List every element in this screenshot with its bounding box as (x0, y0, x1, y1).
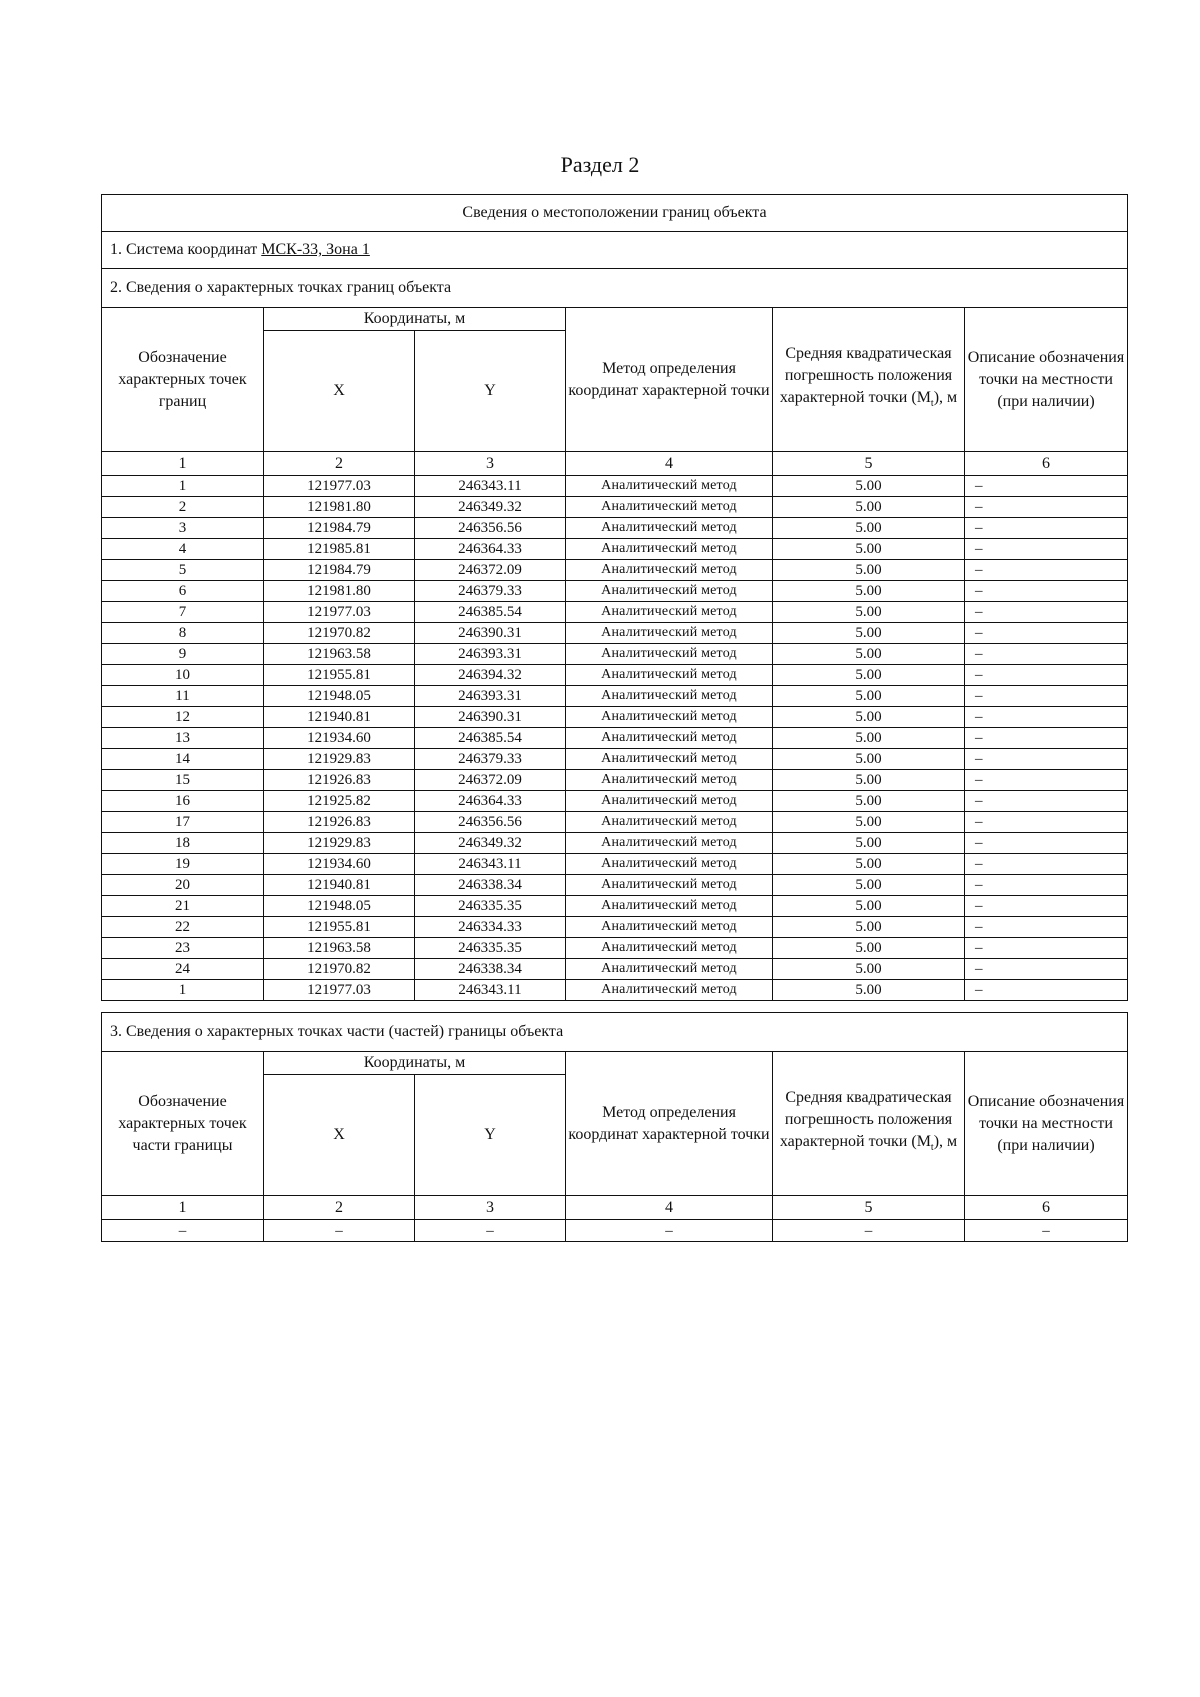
description-cell: – (965, 749, 1128, 770)
x-cell: 121970.82 (264, 623, 415, 644)
y-cell: 246356.56 (415, 518, 566, 539)
method-cell: Аналитический метод (566, 707, 773, 728)
header-error (773, 1052, 965, 1196)
method-cell: Аналитический метод (566, 644, 773, 665)
y-cell: 246379.33 (415, 749, 566, 770)
y-cell: 246390.31 (415, 623, 566, 644)
header-error-symbol: (M (911, 1133, 931, 1151)
column-number: 6 (965, 1196, 1128, 1220)
description-cell: – (965, 497, 1128, 518)
header-error-tail: ), м (933, 1133, 958, 1151)
column-number: 5 (773, 452, 965, 476)
header-coords: Координаты, м (264, 308, 566, 331)
y-cell: 246394.32 (415, 665, 566, 686)
description-cell: – (965, 812, 1128, 833)
table-row (102, 665, 1128, 686)
point-id-cell: 20 (102, 875, 264, 896)
description-cell: – (965, 623, 1128, 644)
description-cell: – (965, 581, 1128, 602)
method-cell: Аналитический метод (566, 791, 773, 812)
y-cell: 246372.09 (415, 560, 566, 581)
y-cell: 246338.34 (415, 875, 566, 896)
description-cell: – (965, 728, 1128, 749)
description-cell: – (965, 896, 1128, 917)
description-cell: – (965, 686, 1128, 707)
table-row (102, 896, 1128, 917)
error-cell: 5.00 (773, 644, 965, 665)
point-id-cell: 21 (102, 896, 264, 917)
table-row (102, 938, 1128, 959)
y-cell: 246385.54 (415, 728, 566, 749)
method-cell: Аналитический метод (566, 938, 773, 959)
error-cell: 5.00 (773, 791, 965, 812)
x-cell: 121955.81 (264, 665, 415, 686)
column-number: 1 (102, 452, 264, 476)
x-cell: 121984.79 (264, 560, 415, 581)
x-cell: 121925.82 (264, 791, 415, 812)
table-row (102, 749, 1128, 770)
point-id-cell: 3 (102, 518, 264, 539)
method-cell: Аналитический метод (566, 518, 773, 539)
table-row (102, 581, 1128, 602)
description-cell: – (965, 476, 1128, 497)
error-cell: 5.00 (773, 581, 965, 602)
part-row (102, 1220, 1128, 1242)
y-cell: 246343.11 (415, 476, 566, 497)
y-cell: 246364.33 (415, 791, 566, 812)
table-caption: Сведения о местоположении границ объекта (102, 195, 1128, 232)
table-row (102, 560, 1128, 581)
coord-system-row (102, 232, 1128, 269)
x-cell: 121981.80 (264, 497, 415, 518)
x-cell: 121977.03 (264, 602, 415, 623)
table-row (102, 623, 1128, 644)
column-number: 2 (264, 1196, 415, 1220)
point-id-cell: 19 (102, 854, 264, 875)
description-cell: – (965, 560, 1128, 581)
point-id-cell: 13 (102, 728, 264, 749)
error-cell: 5.00 (773, 959, 965, 980)
column-number: 4 (566, 452, 773, 476)
point-id-cell: 5 (102, 560, 264, 581)
x-cell: 121981.80 (264, 581, 415, 602)
y-cell: 246364.33 (415, 539, 566, 560)
header-y: Y (415, 331, 566, 452)
y-cell: 246343.11 (415, 980, 566, 1001)
error-cell: 5.00 (773, 896, 965, 917)
header-error-symbol: (M (911, 389, 931, 407)
header-error-tail: ), м (933, 389, 958, 407)
method-cell: Аналитический метод (566, 959, 773, 980)
point-id-cell: 9 (102, 644, 264, 665)
parts-heading: 3. Сведения о характерных точках части (частей) границы объекта (102, 1013, 1128, 1052)
point-id-cell: 15 (102, 770, 264, 791)
header-method: Метод определения координат характерной точки (566, 308, 773, 452)
header-point-id: Обозначение характерных точек границ (102, 308, 264, 452)
method-cell: Аналитический метод (566, 476, 773, 497)
x-cell: 121984.79 (264, 518, 415, 539)
point-id-cell: 17 (102, 812, 264, 833)
point-id-cell: 1 (102, 980, 264, 1001)
description-cell: – (965, 644, 1128, 665)
x-cell: 121926.83 (264, 770, 415, 791)
point-id-cell: 8 (102, 623, 264, 644)
y-cell: 246334.33 (415, 917, 566, 938)
method-cell: Аналитический метод (566, 833, 773, 854)
x-cell: 121985.81 (264, 539, 415, 560)
table-row (102, 476, 1128, 497)
coord-system-value: МСК-33, Зона 1 (261, 241, 370, 258)
error-cell: 5.00 (773, 560, 965, 581)
method-cell: Аналитический метод (566, 896, 773, 917)
description-cell: – (965, 707, 1128, 728)
method-cell: Аналитический метод (566, 875, 773, 896)
x-cell: 121926.83 (264, 812, 415, 833)
point-id-cell: 1 (102, 476, 264, 497)
part-cell: – (773, 1220, 965, 1242)
table-row (102, 833, 1128, 854)
error-cell: 5.00 (773, 938, 965, 959)
y-cell: 246385.54 (415, 602, 566, 623)
error-cell: 5.00 (773, 476, 965, 497)
point-id-cell: 11 (102, 686, 264, 707)
header-coords: Координаты, м (264, 1052, 566, 1075)
method-cell: Аналитический метод (566, 665, 773, 686)
table-row (102, 602, 1128, 623)
y-cell: 246372.09 (415, 770, 566, 791)
y-cell: 246393.31 (415, 644, 566, 665)
part-cell: – (566, 1220, 773, 1242)
error-cell: 5.00 (773, 812, 965, 833)
coord-system-label: 1. Система координат (110, 241, 262, 258)
description-cell: – (965, 854, 1128, 875)
description-cell: – (965, 791, 1128, 812)
header-description: Описание обозначения точки на местности (при наличии) (965, 1052, 1128, 1196)
table-row (102, 980, 1128, 1001)
table-row (102, 686, 1128, 707)
header-error (773, 308, 965, 452)
header-error-text: Средняя квадратическая погрешность положения характерной точки (779, 1089, 953, 1151)
y-cell: 246335.35 (415, 896, 566, 917)
method-cell: Аналитический метод (566, 539, 773, 560)
error-cell: 5.00 (773, 623, 965, 644)
object-part-table (101, 1012, 1128, 1242)
method-cell: Аналитический метод (566, 497, 773, 518)
y-cell: 246356.56 (415, 812, 566, 833)
table-row (102, 497, 1128, 518)
error-cell: 5.00 (773, 980, 965, 1001)
table-row (102, 875, 1128, 896)
point-id-cell: 22 (102, 917, 264, 938)
table-row (102, 791, 1128, 812)
table-row (102, 539, 1128, 560)
part-cell: – (415, 1220, 566, 1242)
method-cell: Аналитический метод (566, 812, 773, 833)
y-cell: 246393.31 (415, 686, 566, 707)
header-part-point-id: Обозначение характерных точек части границы (102, 1052, 264, 1196)
column-number: 4 (566, 1196, 773, 1220)
error-cell: 5.00 (773, 686, 965, 707)
header-error-sub: t (930, 1142, 934, 1154)
method-cell: Аналитический метод (566, 980, 773, 1001)
table-row (102, 518, 1128, 539)
method-cell: Аналитический метод (566, 770, 773, 791)
y-cell: 246390.31 (415, 707, 566, 728)
x-cell: 121948.05 (264, 686, 415, 707)
description-cell: – (965, 770, 1128, 791)
description-cell: – (965, 833, 1128, 854)
description-cell: – (965, 539, 1128, 560)
x-cell: 121970.82 (264, 959, 415, 980)
header-x: X (264, 1075, 415, 1196)
method-cell: Аналитический метод (566, 728, 773, 749)
error-cell: 5.00 (773, 875, 965, 896)
header-error-text: Средняя квадратическая погрешность положения характерной точки (779, 345, 953, 407)
section-title: Раздел 2 (560, 152, 640, 177)
x-cell: 121929.83 (264, 749, 415, 770)
point-id-cell: 14 (102, 749, 264, 770)
method-cell: Аналитический метод (566, 749, 773, 770)
method-cell: Аналитический метод (566, 686, 773, 707)
column-number: 2 (264, 452, 415, 476)
table-row (102, 728, 1128, 749)
point-id-cell: 6 (102, 581, 264, 602)
column-number: 3 (415, 1196, 566, 1220)
description-cell: – (965, 980, 1128, 1001)
table-row (102, 707, 1128, 728)
header-x: X (264, 331, 415, 452)
error-cell: 5.00 (773, 707, 965, 728)
description-cell: – (965, 602, 1128, 623)
y-cell: 246343.11 (415, 854, 566, 875)
column-numbers-row (102, 452, 1128, 476)
header-method: Метод определения координат характерной точки (566, 1052, 773, 1196)
method-cell: Аналитический метод (566, 581, 773, 602)
method-cell: Аналитический метод (566, 854, 773, 875)
part-cell: – (102, 1220, 264, 1242)
error-cell: 5.00 (773, 917, 965, 938)
x-cell: 121940.81 (264, 707, 415, 728)
error-cell: 5.00 (773, 665, 965, 686)
y-cell: 246379.33 (415, 581, 566, 602)
point-id-cell: 10 (102, 665, 264, 686)
y-cell: 246349.32 (415, 833, 566, 854)
header-y: Y (415, 1075, 566, 1196)
error-cell: 5.00 (773, 728, 965, 749)
error-cell: 5.00 (773, 833, 965, 854)
point-id-cell: 2 (102, 497, 264, 518)
point-id-cell: 12 (102, 707, 264, 728)
error-cell: 5.00 (773, 602, 965, 623)
description-cell: – (965, 665, 1128, 686)
description-cell: – (965, 518, 1128, 539)
error-cell: 5.00 (773, 497, 965, 518)
column-number: 1 (102, 1196, 264, 1220)
y-cell: 246338.34 (415, 959, 566, 980)
column-number: 3 (415, 452, 566, 476)
table-row (102, 812, 1128, 833)
object-boundary-table (101, 194, 1128, 1001)
method-cell: Аналитический метод (566, 917, 773, 938)
description-cell: – (965, 959, 1128, 980)
table-row (102, 959, 1128, 980)
x-cell: 121934.60 (264, 728, 415, 749)
description-cell: – (965, 938, 1128, 959)
description-cell: – (965, 917, 1128, 938)
y-cell: 246349.32 (415, 497, 566, 518)
error-cell: 5.00 (773, 854, 965, 875)
point-id-cell: 18 (102, 833, 264, 854)
error-cell: 5.00 (773, 749, 965, 770)
y-cell: 246335.35 (415, 938, 566, 959)
column-number: 6 (965, 452, 1128, 476)
point-id-cell: 4 (102, 539, 264, 560)
method-cell: Аналитический метод (566, 623, 773, 644)
x-cell: 121940.81 (264, 875, 415, 896)
method-cell: Аналитический метод (566, 602, 773, 623)
x-cell: 121948.05 (264, 896, 415, 917)
point-id-cell: 16 (102, 791, 264, 812)
x-cell: 121934.60 (264, 854, 415, 875)
method-cell: Аналитический метод (566, 560, 773, 581)
point-id-cell: 23 (102, 938, 264, 959)
point-id-cell: 7 (102, 602, 264, 623)
x-cell: 121963.58 (264, 938, 415, 959)
x-cell: 121929.83 (264, 833, 415, 854)
table-row (102, 854, 1128, 875)
header-error-sub: t (930, 398, 934, 410)
error-cell: 5.00 (773, 539, 965, 560)
part-cell: – (965, 1220, 1128, 1242)
x-cell: 121977.03 (264, 476, 415, 497)
table-row (102, 917, 1128, 938)
error-cell: 5.00 (773, 518, 965, 539)
x-cell: 121977.03 (264, 980, 415, 1001)
error-cell: 5.00 (773, 770, 965, 791)
column-numbers-row (102, 1196, 1128, 1220)
description-cell: – (965, 875, 1128, 896)
point-id-cell: 24 (102, 959, 264, 980)
x-cell: 121955.81 (264, 917, 415, 938)
table-row (102, 770, 1128, 791)
header-description: Описание обозначения точки на местности (при наличии) (965, 308, 1128, 452)
column-number: 5 (773, 1196, 965, 1220)
part-cell: – (264, 1220, 415, 1242)
x-cell: 121963.58 (264, 644, 415, 665)
table-row (102, 644, 1128, 665)
points-heading: 2. Сведения о характерных точках границ объекта (102, 269, 1128, 308)
